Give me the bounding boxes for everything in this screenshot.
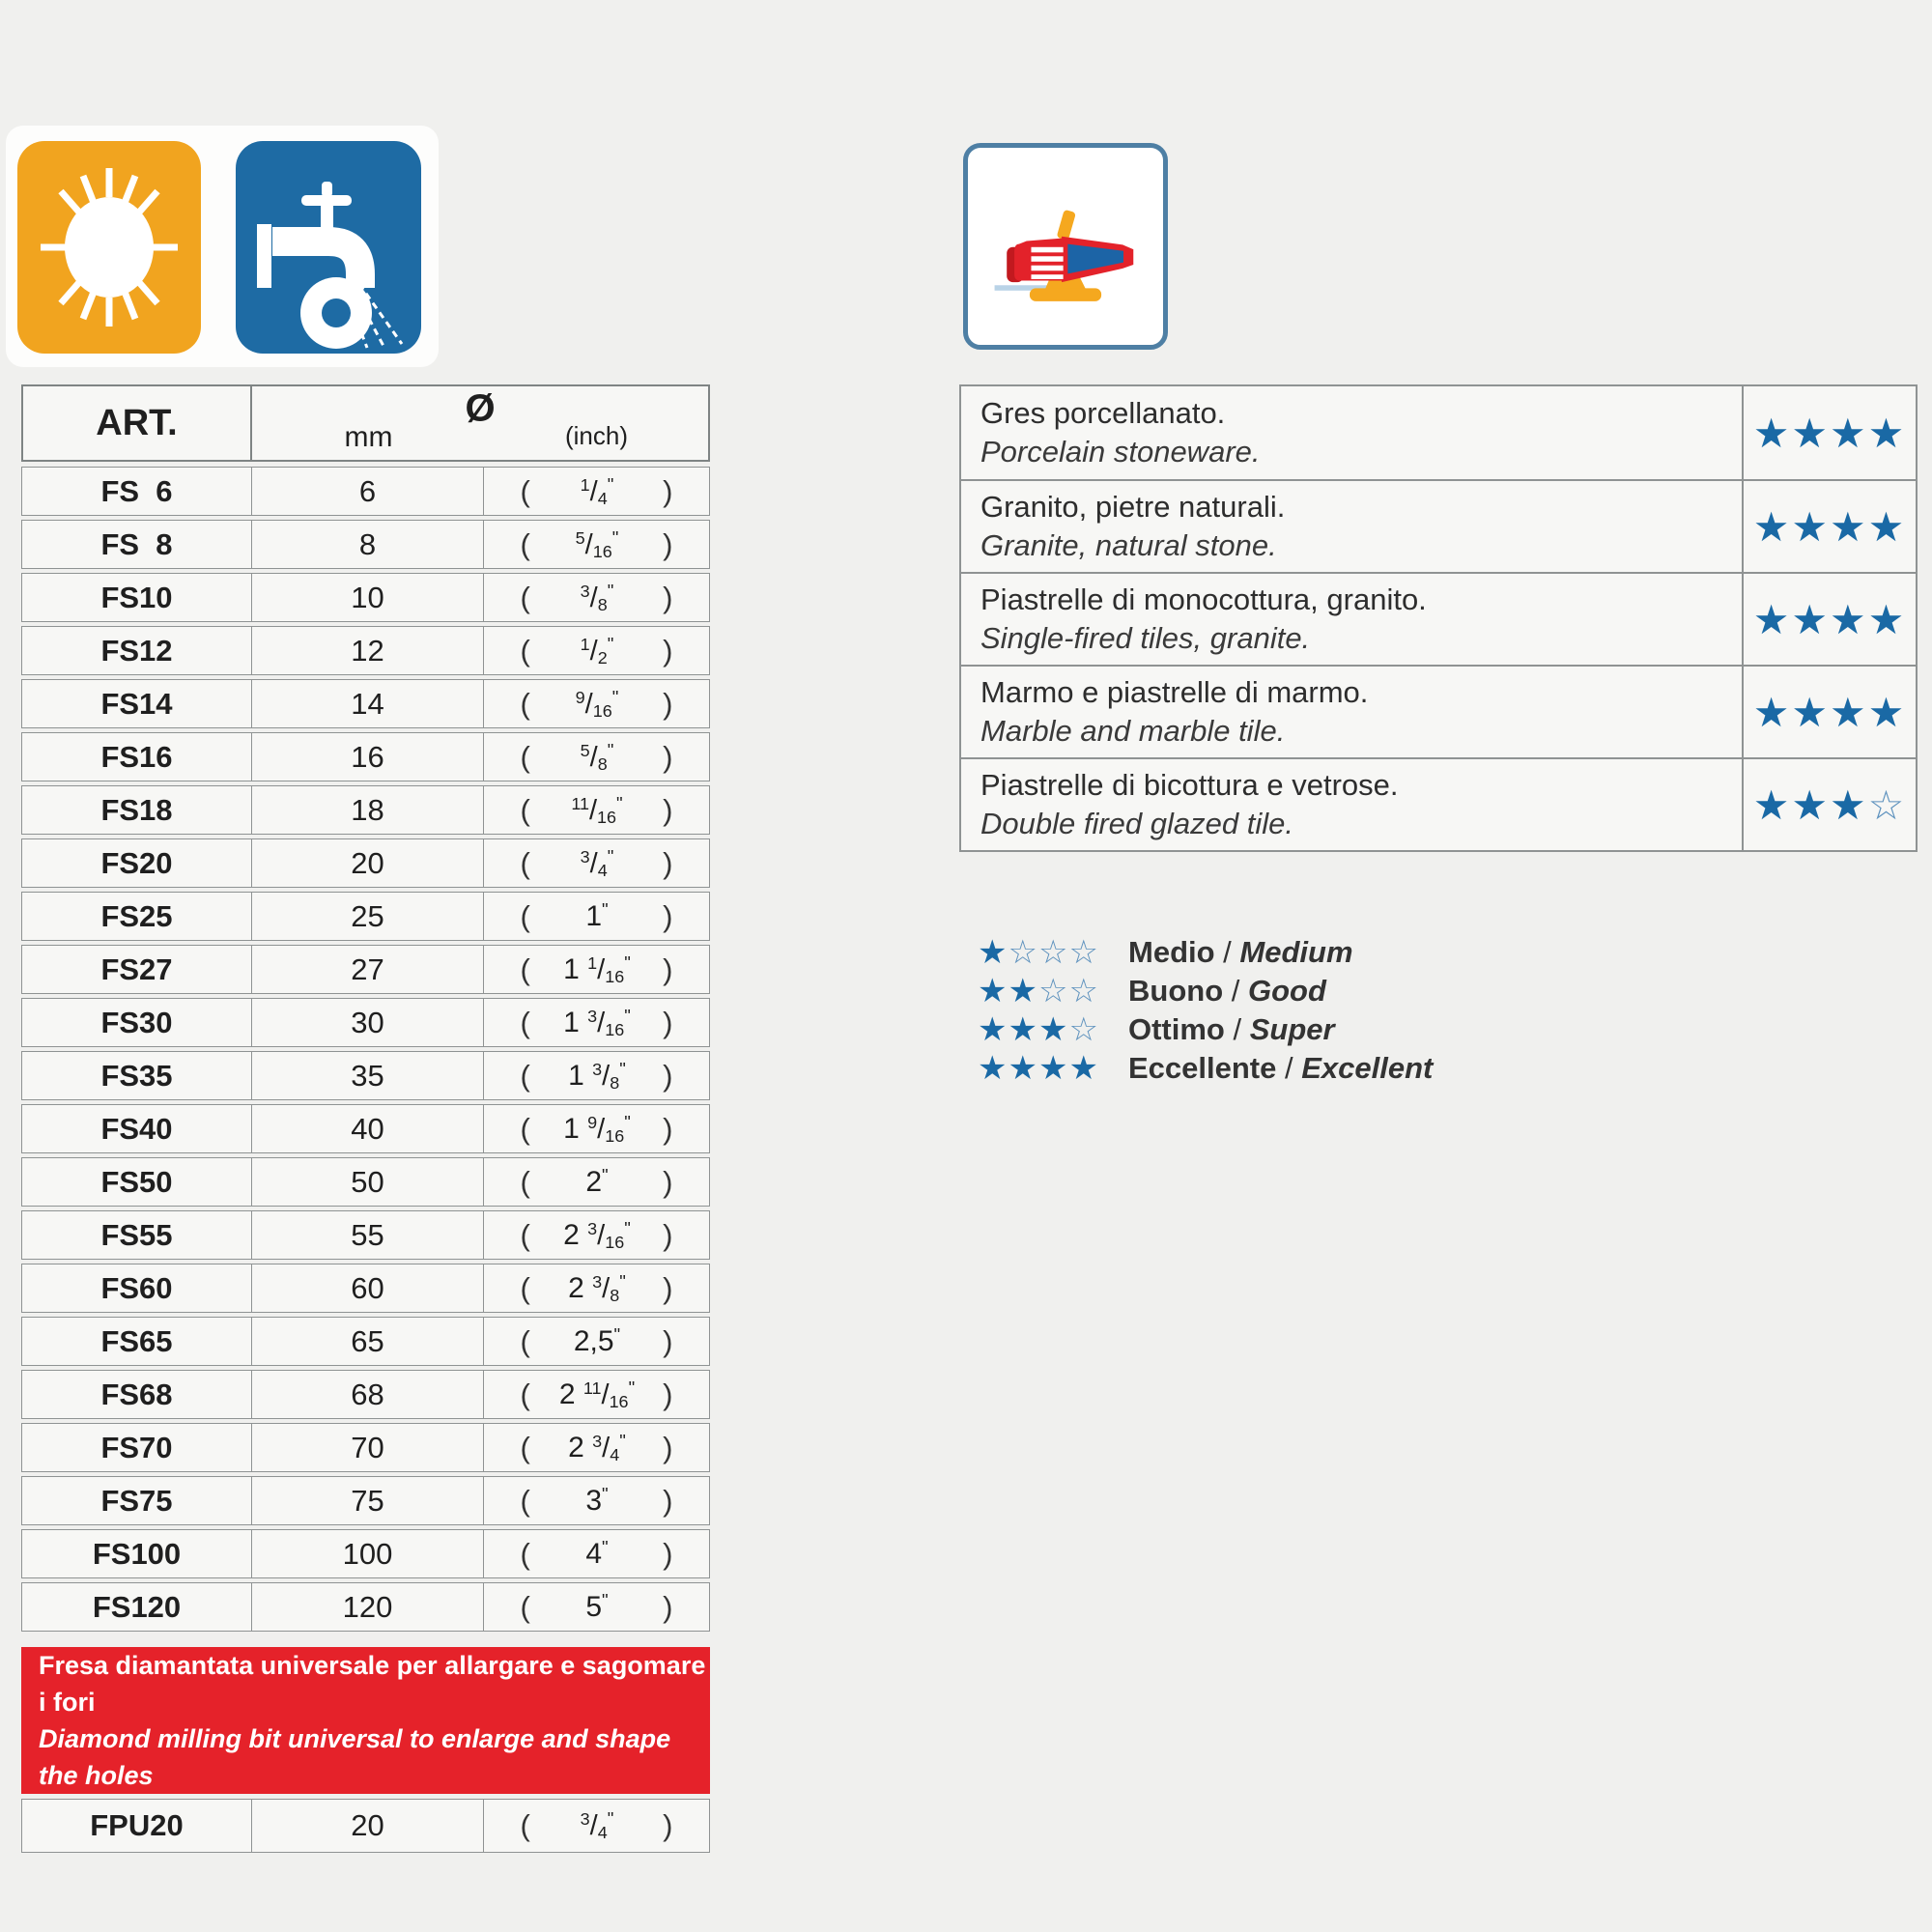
star-filled-icon: ★ bbox=[1830, 688, 1868, 736]
material-name-italian: Granito, pietre naturali. bbox=[980, 490, 1286, 524]
star-filled-icon: ★ bbox=[1008, 1010, 1038, 1049]
inch-cell: ( $^5/_8^"$ ) bbox=[520, 739, 673, 774]
size-row bbox=[21, 892, 710, 941]
material-name-italian: Gres porcellanato. bbox=[980, 396, 1226, 430]
rating-row bbox=[961, 665, 1916, 757]
material-name-english: Single-fired tiles, granite. bbox=[980, 621, 1311, 655]
art-cell: FS 8 bbox=[100, 526, 173, 561]
material-name bbox=[961, 667, 1742, 757]
inch-cell: ( $^3/_4^"$ ) bbox=[520, 845, 673, 880]
star-filled-icon: ★ bbox=[978, 1010, 1009, 1049]
legend-item bbox=[978, 972, 1433, 1010]
art-cell: FS65 bbox=[100, 1323, 173, 1358]
size-row bbox=[21, 1104, 710, 1153]
mm-cell: 70 bbox=[251, 1424, 484, 1471]
mm-cell: 55 bbox=[251, 1211, 484, 1259]
material-name-english: Granite, natural stone. bbox=[980, 528, 1277, 562]
star-filled-icon: ★ bbox=[1752, 688, 1792, 736]
star-rating bbox=[1742, 667, 1916, 757]
star-filled-icon: ★ bbox=[1867, 595, 1907, 643]
mm-cell: 14 bbox=[251, 680, 484, 727]
size-row bbox=[21, 1476, 710, 1525]
art-cell: FS14 bbox=[100, 686, 173, 721]
mm-cell: 40 bbox=[251, 1105, 484, 1152]
rating-row bbox=[961, 386, 1916, 479]
size-row bbox=[21, 1799, 710, 1853]
inch-subheader: (inch) bbox=[564, 421, 628, 450]
size-row bbox=[21, 732, 710, 781]
mm-cell: 10 bbox=[251, 574, 484, 621]
art-cell: FS55 bbox=[100, 1217, 173, 1252]
mm-cell: 35 bbox=[251, 1052, 484, 1099]
star-empty-icon: ☆ bbox=[1008, 933, 1038, 972]
mm-cell: 20 bbox=[251, 1800, 484, 1852]
size-row bbox=[21, 679, 710, 728]
diameter-column-header bbox=[252, 386, 708, 460]
star-filled-icon: ★ bbox=[978, 972, 1009, 1010]
material-name-italian: Marmo e piastrelle di marmo. bbox=[980, 675, 1369, 709]
material-name-italian: Piastrelle di bicottura e vetrose. bbox=[980, 768, 1399, 802]
size-row bbox=[21, 998, 710, 1047]
size-row bbox=[21, 467, 710, 516]
banner-line-italian: Fresa diamantata universale per allargare e sagomare i fori bbox=[39, 1651, 706, 1717]
size-row bbox=[21, 573, 710, 622]
inch-cell: ( $^1/_4^"$ ) bbox=[520, 473, 673, 508]
art-cell: FS25 bbox=[100, 898, 173, 933]
art-cell: FS16 bbox=[100, 739, 173, 774]
size-row bbox=[21, 1051, 710, 1100]
inch-cell: ( 2" ) bbox=[520, 1164, 673, 1199]
material-name bbox=[961, 386, 1742, 479]
size-row bbox=[21, 838, 710, 888]
star-filled-icon: ★ bbox=[1791, 502, 1830, 551]
star-filled-icon: ★ bbox=[1037, 1049, 1069, 1088]
star-filled-icon: ★ bbox=[1867, 409, 1907, 457]
mm-cell: 8 bbox=[251, 521, 484, 568]
star-filled-icon: ★ bbox=[1791, 688, 1830, 736]
material-name-english: Porcelain stoneware. bbox=[980, 435, 1261, 469]
inch-cell: ( $^3/_4^"$ ) bbox=[520, 1808, 673, 1842]
star-filled-icon: ★ bbox=[1752, 502, 1792, 551]
size-table-body bbox=[21, 467, 710, 1632]
mm-cell: 75 bbox=[251, 1477, 484, 1524]
star-filled-icon: ★ bbox=[1830, 409, 1868, 457]
star-filled-icon: ★ bbox=[1008, 1049, 1038, 1088]
legend-stars bbox=[978, 1010, 1113, 1049]
art-cell: FS100 bbox=[92, 1536, 182, 1571]
art-cell: FS10 bbox=[100, 580, 173, 614]
art-cell: FS27 bbox=[100, 952, 173, 986]
star-empty-icon: ☆ bbox=[1037, 933, 1069, 972]
material-name-italian: Piastrelle di monocottura, granito. bbox=[980, 582, 1427, 616]
star-rating bbox=[1742, 481, 1916, 572]
legend-stars bbox=[978, 972, 1113, 1010]
star-filled-icon: ★ bbox=[1867, 502, 1907, 551]
size-row bbox=[21, 1157, 710, 1207]
angle-grinder-icon bbox=[980, 174, 1151, 319]
star-filled-icon: ★ bbox=[1830, 781, 1868, 829]
star-filled-icon: ★ bbox=[1830, 595, 1868, 643]
inch-cell: ( 2 $^3/_4^"$ ) bbox=[520, 1430, 673, 1464]
inch-cell: ( 5" ) bbox=[520, 1589, 673, 1624]
star-filled-icon: ★ bbox=[1791, 409, 1830, 457]
inch-cell: ( 2,5" ) bbox=[520, 1323, 673, 1358]
inch-cell: ( $^1/_2^"$ ) bbox=[520, 633, 673, 668]
size-row bbox=[21, 626, 710, 675]
star-filled-icon: ★ bbox=[1752, 409, 1792, 457]
inch-cell: ( 2 $^3/_{16}^"$ ) bbox=[520, 1217, 673, 1252]
star-filled-icon: ★ bbox=[1791, 595, 1830, 643]
star-empty-icon: ☆ bbox=[1068, 933, 1099, 972]
mm-cell: 60 bbox=[251, 1264, 484, 1312]
mm-cell: 50 bbox=[251, 1158, 484, 1206]
inch-cell: ( 1" ) bbox=[520, 898, 673, 933]
legend-item bbox=[978, 933, 1433, 972]
inch-cell: ( $^{11}/_{16}^"$ ) bbox=[520, 792, 673, 827]
art-cell: FS35 bbox=[100, 1058, 173, 1093]
star-rating bbox=[1742, 386, 1916, 479]
size-table-header bbox=[21, 384, 710, 462]
diameter-symbol: Ø bbox=[465, 387, 496, 430]
legend-label: Buono / Good bbox=[1128, 974, 1326, 1008]
star-filled-icon: ★ bbox=[978, 1049, 1009, 1088]
material-name-english: Double fired glazed tile. bbox=[980, 807, 1293, 840]
legend-label: Ottimo / Super bbox=[1128, 1012, 1335, 1046]
star-filled-icon: ★ bbox=[1008, 972, 1038, 1010]
rating-row bbox=[961, 757, 1916, 850]
legend-stars bbox=[978, 933, 1113, 972]
material-name bbox=[961, 574, 1742, 665]
star-filled-icon: ★ bbox=[1867, 688, 1907, 736]
universal-bit-banner bbox=[21, 1647, 710, 1794]
star-rating-legend bbox=[978, 933, 1433, 1088]
size-row bbox=[21, 945, 710, 994]
material-ratings-table bbox=[959, 384, 1918, 852]
size-row bbox=[21, 1264, 710, 1313]
mm-cell: 16 bbox=[251, 733, 484, 781]
size-row bbox=[21, 1317, 710, 1366]
art-cell: FS75 bbox=[100, 1483, 173, 1518]
legend-label: Medio / Medium bbox=[1128, 935, 1353, 969]
sun-icon bbox=[17, 141, 201, 354]
banner-line-english: Diamond milling bit universal to enlarge and shape the holes bbox=[39, 1724, 671, 1790]
mm-subheader: mm bbox=[344, 421, 393, 453]
mm-cell: 18 bbox=[251, 786, 484, 834]
material-name bbox=[961, 759, 1742, 850]
mm-cell: 120 bbox=[251, 1583, 484, 1631]
star-rating bbox=[1742, 574, 1916, 665]
material-name bbox=[961, 481, 1742, 572]
star-filled-icon: ★ bbox=[1791, 781, 1830, 829]
mm-cell: 100 bbox=[251, 1530, 484, 1577]
universal-bit-row-container bbox=[21, 1799, 710, 1853]
wet-use-tile bbox=[236, 141, 421, 354]
legend-item bbox=[978, 1010, 1433, 1049]
art-cell: FS40 bbox=[100, 1111, 173, 1146]
art-cell: FS120 bbox=[92, 1589, 182, 1624]
mm-cell: 27 bbox=[251, 946, 484, 993]
size-table bbox=[21, 384, 710, 1853]
size-row bbox=[21, 785, 710, 835]
rating-row bbox=[961, 572, 1916, 665]
size-row bbox=[21, 520, 710, 569]
art-cell: FPU20 bbox=[90, 1808, 184, 1842]
inch-cell: ( 1 $^1/_{16}^"$ ) bbox=[520, 952, 673, 986]
inch-cell: ( 1 $^9/_{16}^"$ ) bbox=[520, 1111, 673, 1146]
inch-cell: ( 2 $^{11}/_{16}^"$ ) bbox=[520, 1377, 673, 1411]
star-filled-icon: ★ bbox=[1752, 781, 1792, 829]
star-filled-icon: ★ bbox=[1068, 1049, 1099, 1088]
mm-cell: 30 bbox=[251, 999, 484, 1046]
dry-use-tile bbox=[17, 141, 201, 354]
inch-cell: ( 3" ) bbox=[520, 1483, 673, 1518]
star-empty-icon: ☆ bbox=[1068, 1010, 1099, 1049]
star-empty-icon: ☆ bbox=[1867, 781, 1907, 829]
rating-row bbox=[961, 479, 1916, 572]
legend-stars bbox=[978, 1049, 1113, 1088]
inch-cell: ( $^5/_{16}^"$ ) bbox=[520, 526, 673, 561]
material-name-english: Marble and marble tile. bbox=[980, 714, 1286, 748]
star-filled-icon: ★ bbox=[1037, 1010, 1069, 1049]
star-empty-icon: ☆ bbox=[1037, 972, 1069, 1010]
star-rating bbox=[1742, 759, 1916, 850]
art-cell: FS 6 bbox=[100, 473, 173, 508]
angle-grinder-card bbox=[963, 143, 1168, 350]
art-cell: FS50 bbox=[100, 1164, 173, 1199]
star-filled-icon: ★ bbox=[978, 933, 1009, 972]
inch-cell: ( 4" ) bbox=[520, 1536, 673, 1571]
art-cell: FS68 bbox=[100, 1377, 173, 1411]
size-row bbox=[21, 1582, 710, 1632]
inch-cell: ( 1 $^3/_{16}^"$ ) bbox=[520, 1005, 673, 1039]
mm-cell: 6 bbox=[251, 468, 484, 515]
mm-cell: 65 bbox=[251, 1318, 484, 1365]
inch-cell: ( $^9/_{16}^"$ ) bbox=[520, 686, 673, 721]
mm-cell: 12 bbox=[251, 627, 484, 674]
art-cell: FS70 bbox=[100, 1430, 173, 1464]
size-row bbox=[21, 1370, 710, 1419]
art-cell: FS60 bbox=[100, 1270, 173, 1305]
art-cell: FS12 bbox=[100, 633, 173, 668]
art-cell: FS20 bbox=[100, 845, 173, 880]
size-row bbox=[21, 1529, 710, 1578]
legend-label: Eccellente / Excellent bbox=[1128, 1051, 1434, 1085]
star-empty-icon: ☆ bbox=[1068, 972, 1099, 1010]
star-filled-icon: ★ bbox=[1830, 502, 1868, 551]
legend-item bbox=[978, 1049, 1433, 1088]
inch-cell: ( 1 $^3/_8^"$ ) bbox=[520, 1058, 673, 1093]
inch-cell: ( $^3/_8^"$ ) bbox=[520, 580, 673, 614]
size-row bbox=[21, 1210, 710, 1260]
mm-cell: 25 bbox=[251, 893, 484, 940]
mm-cell: 20 bbox=[251, 839, 484, 887]
water-tap-grinding-wheel-icon bbox=[236, 141, 421, 354]
mm-cell: 68 bbox=[251, 1371, 484, 1418]
inch-cell: ( 2 $^3/_8^"$ ) bbox=[520, 1270, 673, 1305]
star-filled-icon: ★ bbox=[1752, 595, 1792, 643]
art-column-header: ART. bbox=[23, 386, 252, 460]
art-cell: FS18 bbox=[100, 792, 173, 827]
size-row bbox=[21, 1423, 710, 1472]
art-cell: FS30 bbox=[100, 1005, 173, 1039]
